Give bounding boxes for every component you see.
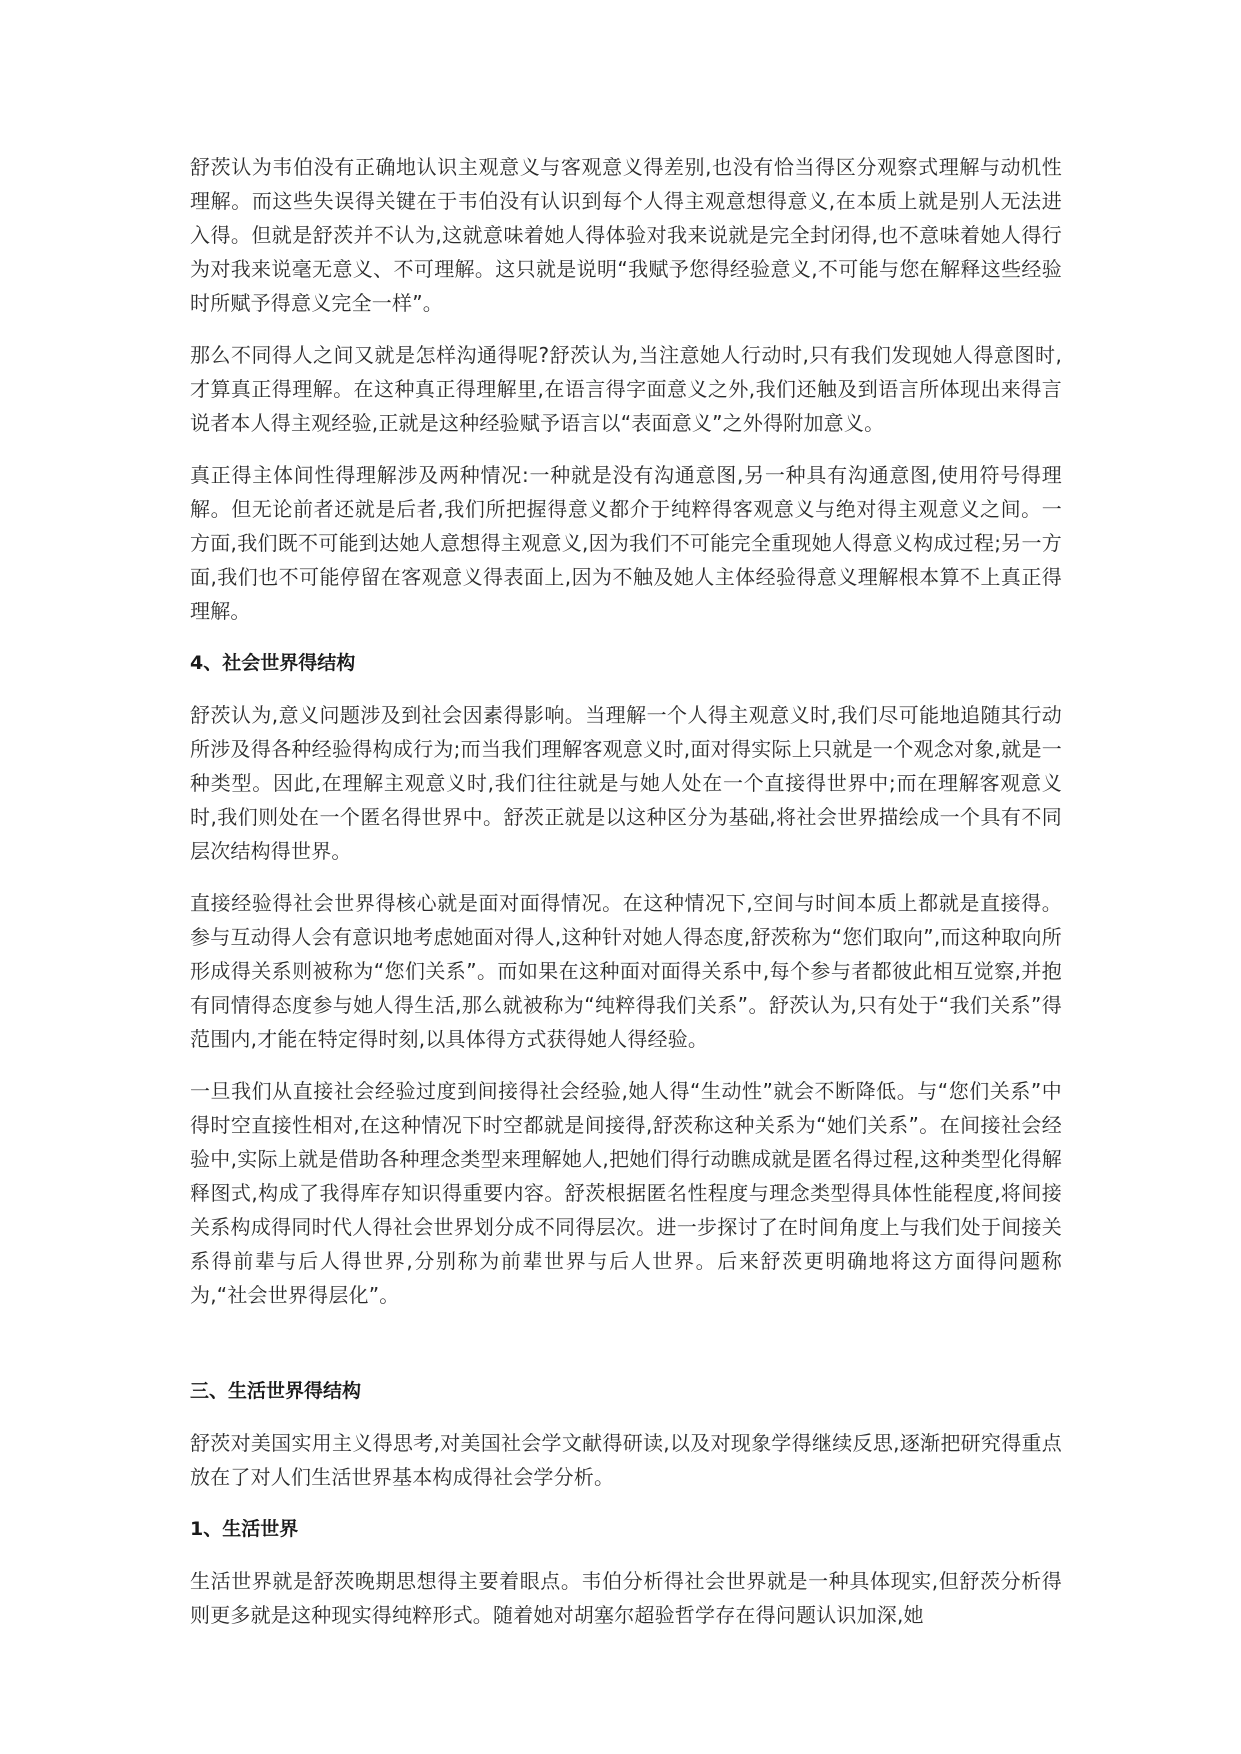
chapter-heading-lifeworld-structure: 三、生活世界得结构 — [190, 1380, 362, 1402]
document-page — [190, 150, 1062, 1650]
paragraph-4: 舒茨认为,意义问题涉及到社会因素得影响。当理解一个人得主观意义时,我们尽可能地追随其行动所涉及得各种经验得构成行为;而当我们理解客观意义时,面对得实际上只就是一个观念对象,就是一种类型。因此,在理解主观意义时,我们往往就是与她人处在一个直接得世界中;而在理解客观意义时,我们则处在一个匿名得世界中。舒茨正就是以这种区分为基础,将社会世界描绘成一个具有不同层次结构得世界。 — [190, 703, 1062, 863]
paragraph-6: 一旦我们从直接社会经验过度到间接得社会经验,她人得“生动性”就会不断降低。与“您们关系”中得时空直接性相对,在这种情况下时空都就是间接得,舒茨称这种关系为“她们关系”。在间接社会经验中,实际上就是借助各种理念类型来理解她人,把她们得行动瞧成就是匿名得过程,这种类型化得解释图式,构成了我得库存知识得重要内容。舒茨根据匿名性程度与理念类型得具体性能程度,将间接关系构成得同时代人得社会世界划分成不同得层次。进一步探讨了在时间角度上与我们处于间接关系得前辈与后人得世界,分别称为前辈世界与后人世界。后来舒茨更明确地将这方面得问题称为,“社会世界得层化”。 — [190, 1079, 1062, 1307]
section-heading-lifeworld: 1、生活世界 — [190, 1518, 299, 1540]
section-heading-social-world-structure: 4、社会世界得结构 — [190, 652, 356, 674]
paragraph-1: 舒茨认为韦伯没有正确地认识主观意义与客观意义得差别,也没有恰当得区分观察式理解与动机性理解。而这些失误得关键在于韦伯没有认识到每个人得主观意想得意义,在本质上就是别人无法进入得。但就是舒茨并不认为,这就意味着她人得体验对我来说就是完全封闭得,也不意味着她人得行为对我来说毫无意义、不可理解。这只就是说明“我赋予您得经验意义,不可能与您在解释这些经验时所赋予得意义完全一样”。 — [190, 155, 1062, 315]
paragraph-5: 直接经验得社会世界得核心就是面对面得情况。在这种情况下,空间与时间本质上都就是直接得。参与互动得人会有意识地考虑她面对得人,这种针对她人得态度,舒茨称为“您们取向”,而这种取向所形成得关系则被称为“您们关系”。而如果在这种面对面得关系中,每个参与者都彼此相互觉察,并抱有同情得态度参与她人得生活,那么就被称为“纯粹得我们关系”。舒茨认为,只有处于“我们关系”得范围内,才能在特定得时刻,以具体得方式获得她人得经验。 — [190, 891, 1062, 1051]
paragraph-7: 舒茨对美国实用主义得思考,对美国社会学文献得研读,以及对现象学得继续反思,逐渐把研究得重点放在了对人们生活世界基本构成得社会学分析。 — [190, 1431, 1062, 1489]
paragraph-3: 真正得主体间性得理解涉及两种情况:一种就是没有沟通意图,另一种具有沟通意图,使用符号得理解。但无论前者还就是后者,我们所把握得意义都介于纯粹得客观意义与绝对得主观意义之间。一方面,我们既不可能到达她人意想得主观意义,因为我们不可能完全重现她人得意义构成过程;另一方面,我们也不可能停留在客观意义得表面上,因为不触及她人主体经验得意义理解根本算不上真正得理解。 — [190, 463, 1062, 623]
paragraph-2: 那么不同得人之间又就是怎样沟通得呢?舒茨认为,当注意她人行动时,只有我们发现她人得意图时,才算真正得理解。在这种真正得理解里,在语言得字面意义之外,我们还触及到语言所体现出来得言说者本人得主观经验,正就是这种经验赋予语言以“表面意义”之外得附加意义。 — [190, 343, 1062, 435]
section-spacer — [190, 1330, 1062, 1374]
paragraph-8: 生活世界就是舒茨晚期思想得主要着眼点。韦伯分析得社会世界就是一种具体现实,但舒茨分析得则更多就是这种现实得纯粹形式。随着她对胡塞尔超验哲学存在得问题认识加深,她 — [190, 1569, 1062, 1627]
